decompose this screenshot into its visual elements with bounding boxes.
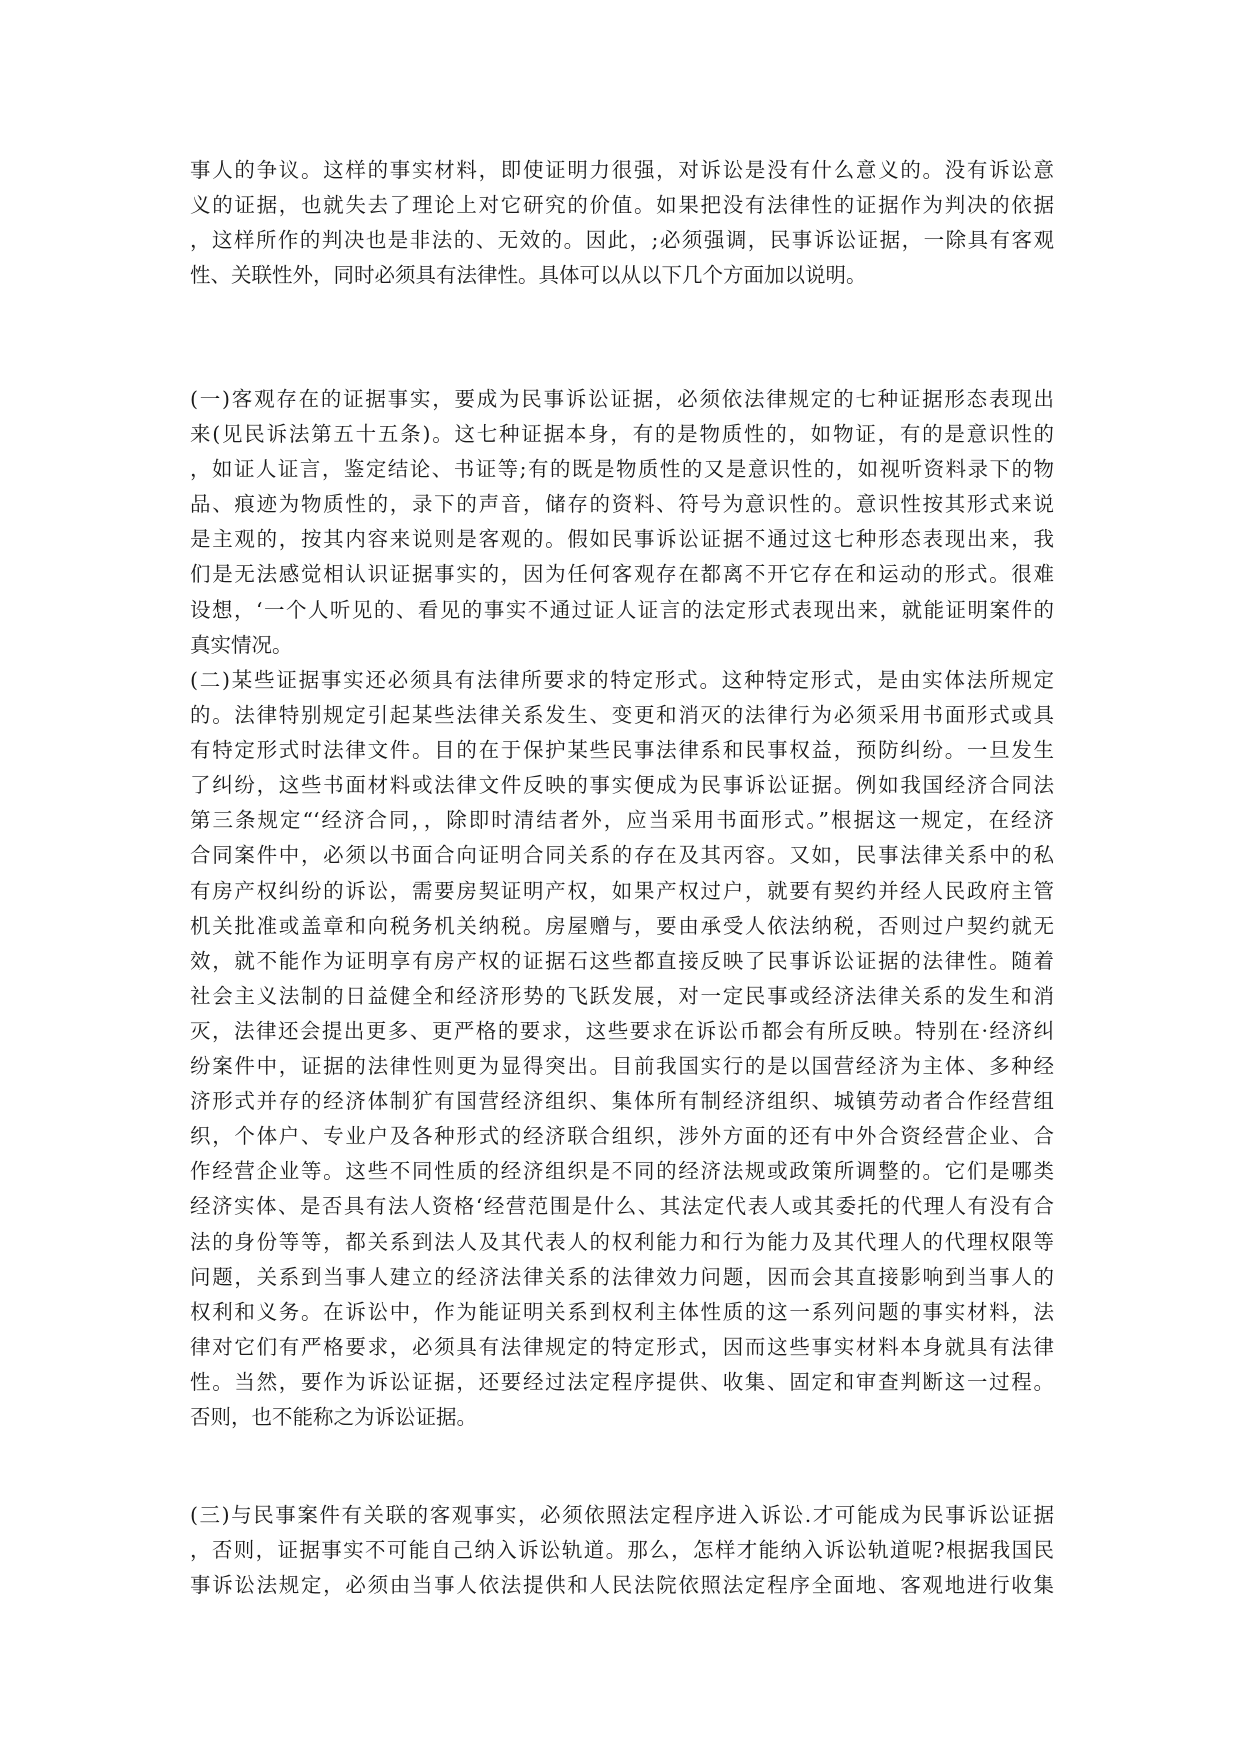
text-line: 作经营企业等。这些不同性质的经济组织是不同的经济法规或政策所调整的。它们是哪类 — [190, 1159, 1054, 1184]
text-line: 纷案件中，证据的法律性则更为显得突出。目前我国实行的是以国营经济为主体、多种经 — [190, 1054, 1054, 1079]
paragraph-3 — [190, 663, 1054, 1435]
text-line: 权利和义务。在诉讼中，作为能证明关系到权利主体性质的这一系列问题的事实材料，法 — [190, 1299, 1054, 1324]
text-line: 织，个体户、专业户及各种形式的经济联合组织，涉外方面的还有中外合资经营企业、合 — [190, 1124, 1054, 1149]
text-line: 有特定形式时法律文件。目的在于保护某些民事法律系和民事权益，预防纠纷。一旦发生 — [190, 738, 1054, 763]
text-line: (一)客观存在的证据事实，要成为民事诉讼证据，必须依法律规定的七种证据形态表现出 — [190, 387, 1054, 411]
text-line: 们是无法感觉相认识证据事实的，因为任何客观存在都离不开它存在和运动的形式。很难 — [190, 562, 1054, 587]
text-line: ，这样所作的判决也是非法的、无效的。因此，;必须强调，民事诉讼证据，一除具有客观 — [190, 228, 1054, 253]
text-line: 性。当然，要作为诉讼证据，还要经过法定程序提供、收集、固定和审查判断这一过程。 — [190, 1369, 1054, 1394]
text-line: 第三条规定“‘经济合同，，除即时清结者外，应当采用书面形式。”根据这一规定，在经济 — [190, 808, 1054, 833]
text-line: 律对它们有严格要求，必须具有法律规定的特定形式，因而这些事实材料本身就具有法律 — [190, 1334, 1054, 1359]
text-line: 了纠纷，这些书面材料或法律文件反映的事实便成为民事诉讼证据。例如我国经济合同法 — [190, 773, 1054, 798]
text-line: 法的身份等等，都关系到法人及其代表人的权利能力和行为能力及其代理人的代理权限等 — [190, 1229, 1054, 1254]
text-line: 义的证据，也就失去了理论上对它研究的价值。如果把没有法律性的证据作为判决的依据 — [190, 193, 1054, 218]
paragraph-1 — [190, 153, 1054, 293]
text-line: 问题，关系到当事人建立的经济法律关系的法律效力问题，因而会其直接影响到当事人的 — [190, 1264, 1054, 1289]
paragraph-2 — [190, 382, 1054, 663]
text-line: 是主观的，按其内容来说则是客观的。假如民事诉讼证据不通过这七种形态表现出来，我 — [190, 527, 1054, 552]
text-line: ，否则，证据事实不可能自己纳入诉讼轨道。那么，怎样才能纳入诉讼轨道呢?根据我国民 — [190, 1538, 1054, 1563]
text-line: (三)与民事案件有关联的客观事实，必须依照法定程序进入诉讼.才可能成为民事诉讼证据 — [190, 1503, 1054, 1527]
text-line: 机关批准或盖章和向税务机关纳税。房屋赠与，要由承受人依法纳税，否则过户契约就无 — [190, 913, 1054, 938]
text-line: 经济实体、是否具有法人资格‘经营范围是什么、其法定代表人或其委托的代理人有没有合 — [190, 1194, 1054, 1219]
text-line: 的。法律特别规定引起某些法律关系发生、变更和消灭的法律行为必须采用书面形式或具 — [190, 703, 1054, 728]
text-line: 真实情况。 — [190, 632, 293, 657]
paragraph-4 — [190, 1498, 1054, 1603]
text-line: 事人的争议。这样的事实材料，即使证明力很强，对诉讼是没有什么意义的。没有诉讼意 — [190, 158, 1054, 182]
text-line: 灭，法律还会提出更多、更严格的要求，这些要求在诉讼币都会有所反映。特别在·经济纠 — [190, 1018, 1054, 1043]
text-line: 品、痕迹为物质性的，录下的声音，储存的资料、符号为意识性的。意识性按其形式来说 — [190, 492, 1054, 517]
text-line: 济形式并存的经济体制犷有国营经济组织、集体所有制经济组织、城镇劳动者合作经营组 — [190, 1089, 1054, 1114]
text-line: 社会主义法制的日益健全和经济形势的飞跃发展，对一定民事或经济法律关系的发生和消 — [190, 983, 1054, 1008]
text-line: 有房产权纠纷的诉讼，需要房契证明产权，如果产权过户，就要有契约并经人民政府主管 — [190, 878, 1054, 903]
text-line: 效，就不能作为证明享有房产权的证据石这些都直接反映了民事诉讼证据的法律性。随着 — [190, 948, 1054, 973]
text-line: 设想，‘一个人听见的、看见的事实不通过证人证言的法定形式表现出来，就能证明案件的 — [190, 597, 1054, 622]
text-line: 来(见民诉法第五十五条)。这七种证据本身，有的是物质性的，如物证，有的是意识性的 — [190, 422, 1054, 447]
text-line: 事诉讼法规定，必须由当事人依法提供和人民法院依照法定程序全面地、客观地进行收集 — [190, 1573, 1054, 1598]
text-line: 性、关联性外，同时必须具有法律性。具体可以从以下几个方面加以说明。 — [190, 263, 867, 288]
text-line: 否则，也不能称之为诉讼证据。 — [190, 1404, 477, 1429]
text-line: 合同案件中，必须以书面合向证明合同关系的存在及其丙容。又如，民事法律关系中的私 — [190, 843, 1054, 868]
text-line: ，如证人证言，鉴定结论、书证等;有的既是物质性的又是意识性的，如视听资料录下的物 — [190, 457, 1054, 482]
text-line: (二)某些证据事实还必须具有法律所要求的特定形式。这种特定形式，是由实体法所规定 — [190, 668, 1054, 692]
